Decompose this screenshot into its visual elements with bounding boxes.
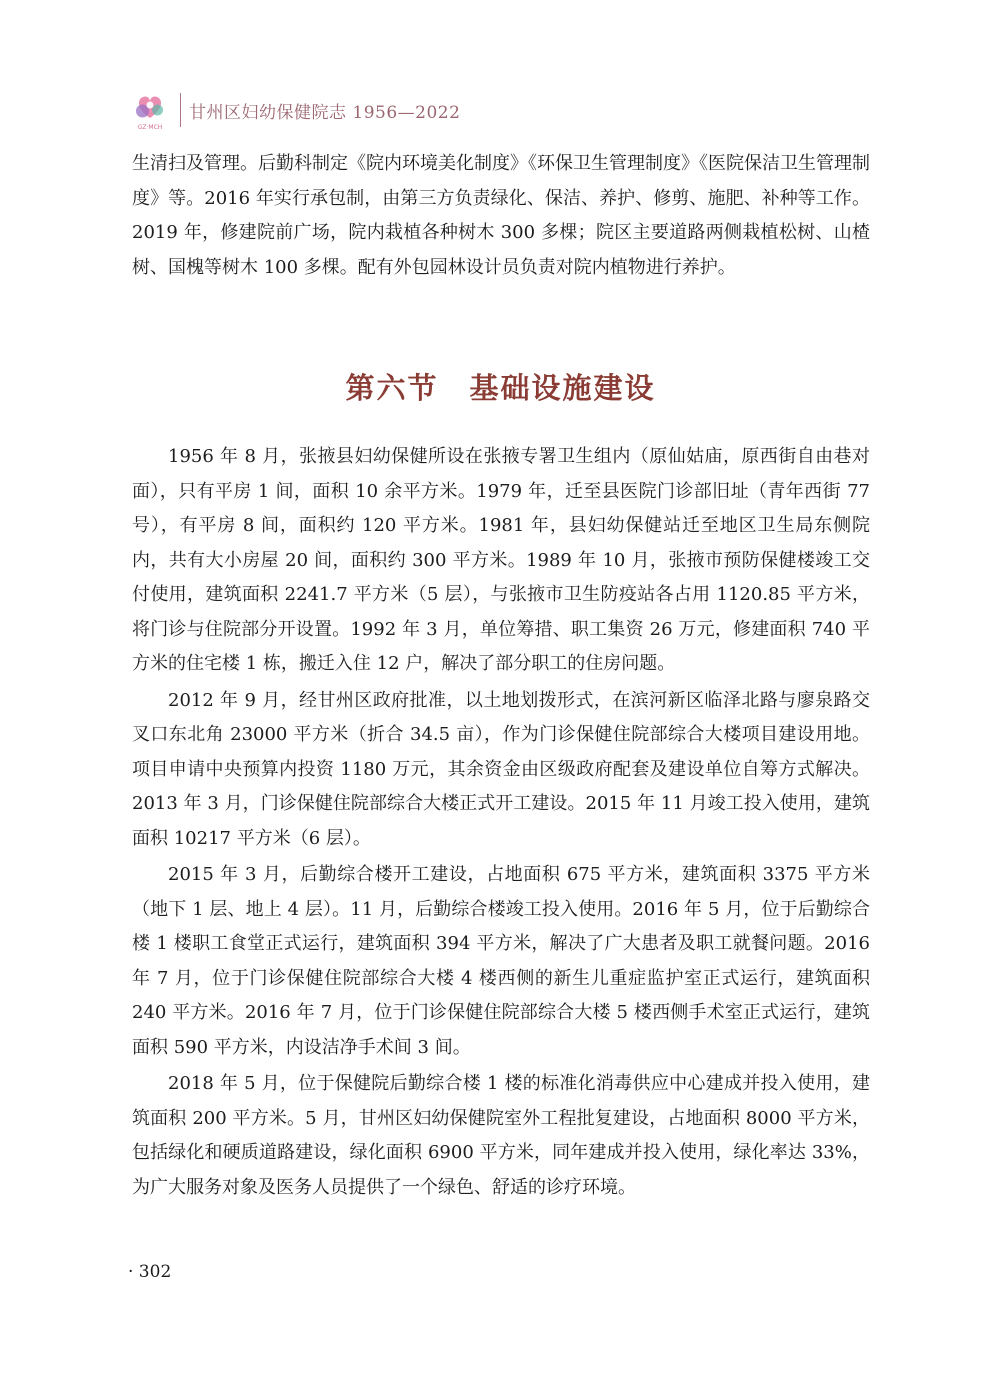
section-heading: 第六节 基础设施建设 xyxy=(345,371,656,405)
section-body xyxy=(132,440,870,1205)
page-number: · 302 xyxy=(128,1262,172,1282)
paragraph: 1956 年 8 月，张掖县妇幼保健所设在张掖专署卫生组内（原仙姑庙，原西街自由巷对面），只有平房 1 间，面积 10 余平方米。1979 年，迁至县医院门诊部旧址（青年西街 77 号），有平房 8 间，面积约 120 平方米。1981 年，县妇幼保健站迁至地区卫生局东侧院内，共有大小房屋 20 间，面积约 300 平方米。1989 年 10 月，张掖市预防保健楼竣工交付使用，建筑面积 2241.7 平方米（5 层），与张掖市卫生防疫站各占用 1120.85 平方米，将门诊与住院部分开设置。1992 年 3 月，单位筹措、职工集资 26 万元，修建面积 740 平方米的住宅楼 1 栋，搬迁入住 12 户，解决了部分职工的住房问题。 xyxy=(132,446,870,674)
running-header xyxy=(128,88,460,132)
header-divider xyxy=(180,93,181,127)
paragraph: 2012 年 9 月，经甘州区政府批准，以土地划拨形式，在滨河新区临泽北路与廖泉路交叉口东北角 23000 平方米（折合 34.5 亩），作为门诊保健住院部综合大楼项目建设用地。项目申请中央预算内投资 1180 万元，其余资金由区级政府配套及建设单位自筹方式解决。2013 年 3 月，门诊保健住院部综合大楼正式开工建设。2015 年 11 月竣工投入使用，建筑面积 10217 平方米（6 层）。 xyxy=(132,689,870,849)
paragraph: 2018 年 5 月，位于保健院后勤综合楼 1 楼的标准化消毒供应中心建成并投入使用，建筑面积 200 平方米。5 月，甘州区妇幼保健院室外工程批复建设，占地面积 8000 平方米，包括绿化和硬质道路建设，绿化面积 6900 平方米，同年建成并投入使用，绿化率达 33%，为广大服务对象及医务人员提供了一个绿色、舒适的诊疗环境。 xyxy=(132,1073,870,1198)
continuation-block xyxy=(132,147,870,285)
continuation-paragraph: 生清扫及管理。后勤科制定《院内环境美化制度》《环保卫生管理制度》《医院保洁卫生管理制度》等。2016 年实行承包制，由第三方负责绿化、保洁、养护、修剪、施肥、补种等工作。2019 年，修建院前广场，院内栽植各种树木 300 多棵；院区主要道路两侧栽植松树、山楂树、国槐等树木 100 多棵。配有外包园林设计员负责对院内植物进行养护。 xyxy=(132,153,870,278)
heart-flower-logo-icon xyxy=(128,88,172,132)
logo-caption: GZ·MCH xyxy=(137,124,163,131)
running-title: 甘州区妇幼保健院志 1956—2022 xyxy=(189,102,461,123)
paragraph: 2015 年 3 月，后勤综合楼开工建设，占地面积 675 平方米，建筑面积 3375 平方米（地下 1 层、地上 4 层）。11 月，后勤综合楼竣工投入使用。2016 年 5 月，位于后勤综合楼 1 楼职工食堂正式运行，建筑面积 394 平方米，解决了广大患者及职工就餐问题。2016 年 7 月，位于门诊保健住院部综合大楼 4 楼西侧的新生儿重症监护室正式运行，建筑面积 240 平方米。2016 年 7 月，位于门诊保健住院部综合大楼 5 楼西侧手术室正式运行，建筑面积 590 平方米，内设洁净手术间 3 间。 xyxy=(132,864,870,1058)
hospital-logo xyxy=(128,88,172,132)
